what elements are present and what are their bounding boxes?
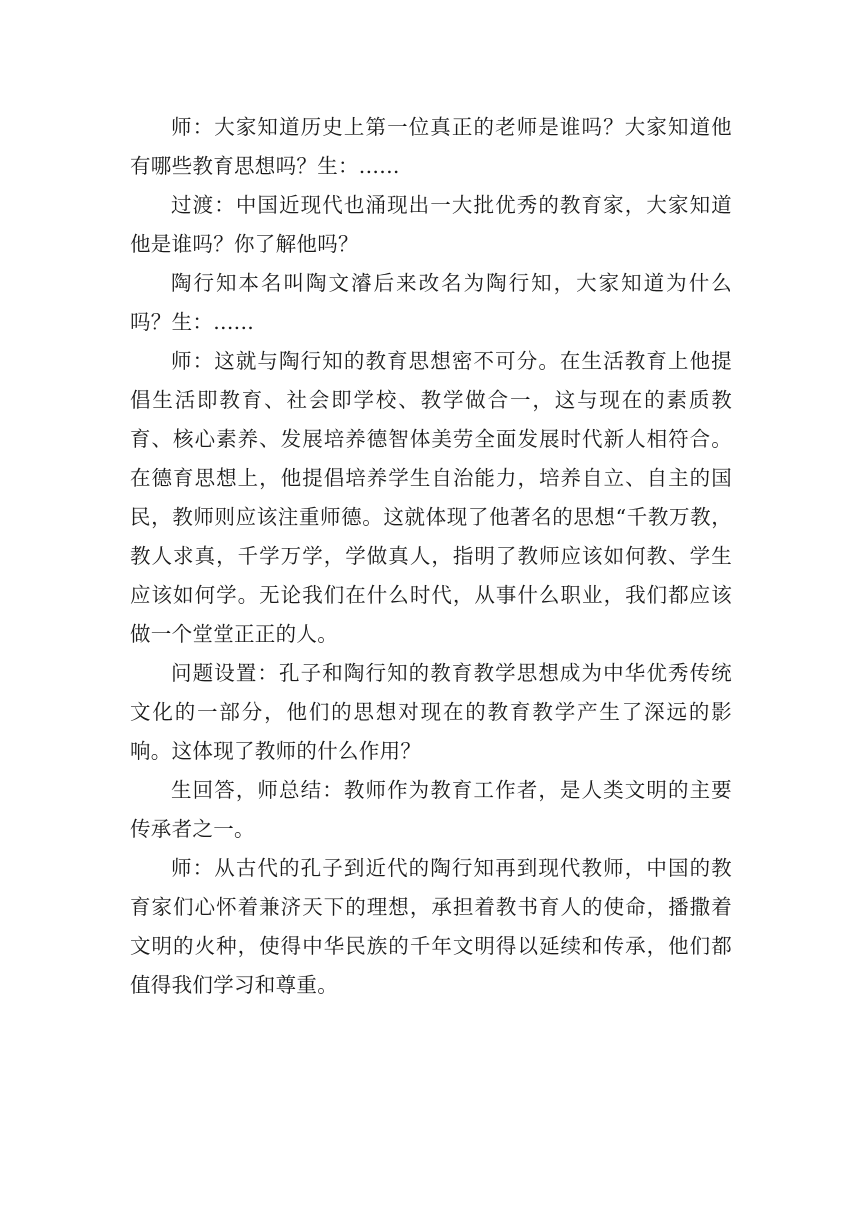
paragraph-question-setting: 问题设置：孔子和陶行知的教育教学思想成为中华优秀传统文化的一部分，他们的思想对现在的教育教学产生了深远的影响。这体现了教师的什么作用？ (130, 661, 732, 763)
paragraph-summary: 生回答，师总结：教师作为教育工作者，是人类文明的主要传承者之一。 (130, 778, 732, 841)
paragraph-conclusion: 师：从古代的孔子到近代的陶行知再到现代教师，中国的教育家们心怀着兼济天下的理想，承担着教书育人的使命，播撒着文明的火种，使得中华民族的千年文明得以延续和传承，他们都值得我们学习和尊重。 (130, 856, 732, 997)
paragraph-education-thought: 师：这就与陶行知的教育思想密不可分。在生活教育上他提倡生活即教育、社会即学校、教学做合一，这与现在的素质教育、核心素养、发展培养德智体美劳全面发展时代新人相符合。在德育思想上，他提倡培养学生自治能力，培养自立、自主的国民，教师则应该注重师德。这就体现了他著名的思想“千教万教，教人求真，千学万学，学做真人，指明了教师应该如何教、学生应该如何学。无论我们在什么时代，从事什么职业，我们都应该做一个堂堂正正的人。 (130, 349, 732, 646)
paragraph-transition: 过渡：中国近现代也涌现出一大批优秀的教育家，大家知道他是谁吗？你了解他吗？ (130, 193, 732, 256)
document-body (130, 108, 732, 1005)
paragraph-teacher-question: 师：大家知道历史上第一位真正的老师是谁吗？大家知道他有哪些教育思想吗？生：...... (130, 115, 732, 178)
paragraph-name-question: 陶行知本名叫陶文濬后来改名为陶行知，大家知道为什么吗？生：...... (130, 271, 732, 334)
